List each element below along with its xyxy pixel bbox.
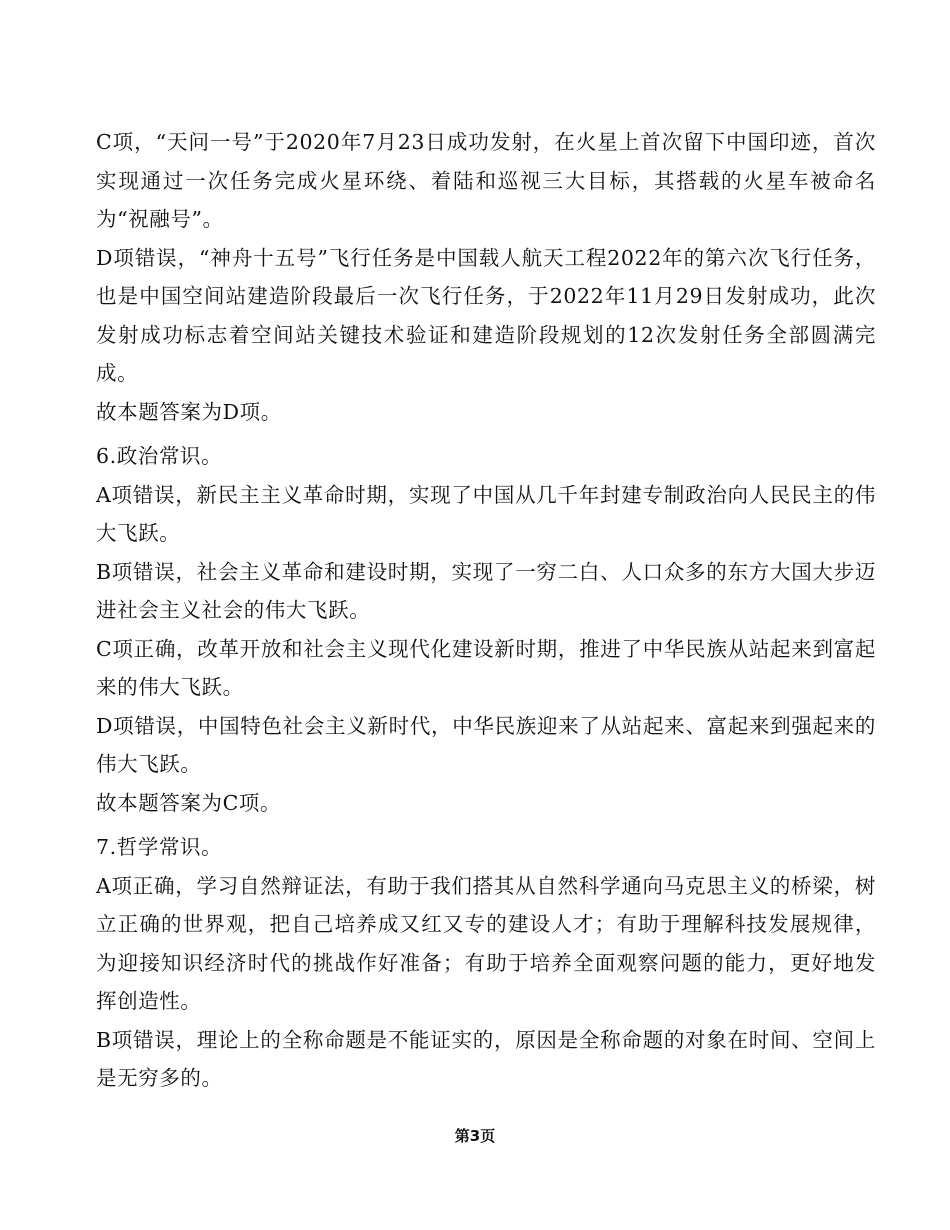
paragraph-c-tianwen: C项，“天问一号”于2020年7月23日成功发射，在火星上首次留下中国印迹，首次实现通过一次任务完成火星环绕、着陆和巡视三大目标，其搭载的火星车被命名为“祝融号”。: [96, 130, 876, 231]
question-heading-7: 7.哲学常识。: [96, 835, 223, 859]
paragraph-q6-a: A项错误，新民主主义革命时期，实现了中国从几千年封建专制政治向人民民主的伟大飞跃。: [96, 482, 876, 545]
answer-line-q5: 故本题答案为D项。: [96, 399, 282, 424]
paragraph-q6-d: D项错误，中国特色社会主义新时代，中华民族迎来了从站起来、富起来到强起来的伟大飞跃。: [96, 713, 876, 776]
question-heading-6: 6.政治常识。: [96, 444, 223, 468]
paragraph-q7-b: B项错误，理论上的全称命题是不能证实的，原因是全称命题的对象在时间、空间上是无穷多的。: [96, 1027, 876, 1090]
paragraph-q6-b: B项错误，社会主义革命和建设时期，实现了一穷二白、人口众多的东方大国大步迈进社会主义社会的伟大飞跃。: [96, 559, 876, 622]
document-body: [96, 123, 876, 1098]
answer-line-q6: 故本题答案为C项。: [96, 790, 282, 815]
paragraph-q7-a: A项正确，学习自然辩证法，有助于我们搭其从自然科学通向马克思主义的桥梁，树立正确的世界观，把自己培养成又红又专的建设人才；有助于理解科技发展规律，为迎接知识经济时代的挑战作好准备；有助于培养全面观察问题的能力，更好地发挥创造性。: [96, 873, 876, 1013]
paragraph-d-shenzhou: D项错误，“神舟十五号”飞行任务是中国载人航天工程2022年的第六次飞行任务，也是中国空间站建造阶段最后一次飞行任务，于2022年11月29日发射成功，此次发射成功标志着空间站关键技术验证和建造阶段规划的12次发射任务全部圆满完成。: [96, 245, 876, 385]
paragraph-q6-c: C项正确，改革开放和社会主义现代化建设新时期，推进了中华民族从站起来到富起来的伟大飞跃。: [96, 636, 876, 699]
page-number: 第3页: [454, 1127, 496, 1145]
